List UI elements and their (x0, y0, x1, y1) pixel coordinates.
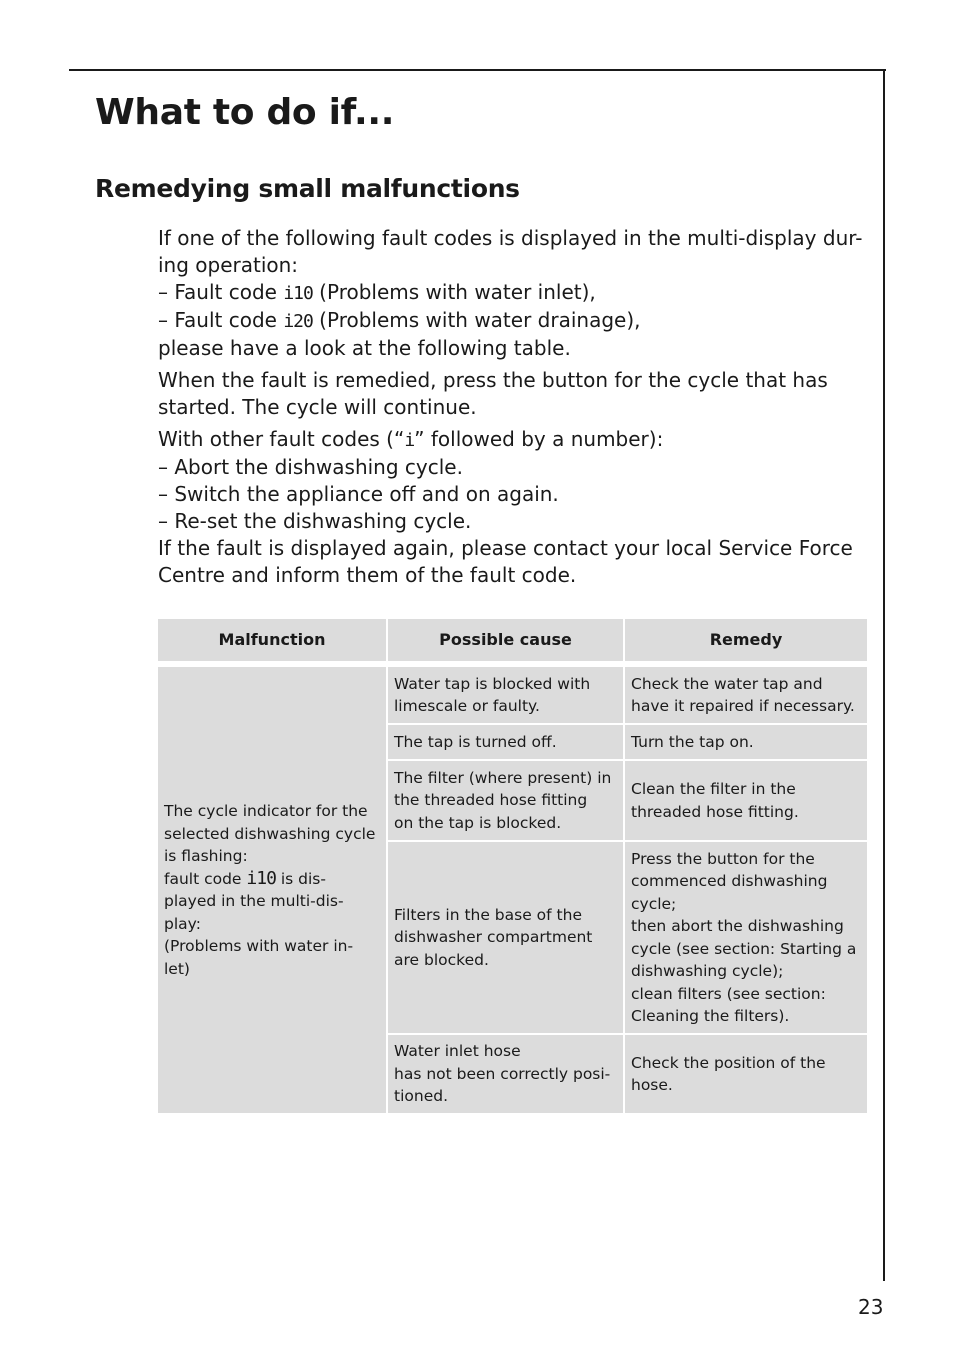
cause-cell (387, 724, 624, 760)
cell-line: (Problems with water in- (164, 937, 354, 955)
fault-code-display: i20 (283, 311, 313, 332)
cell-line: The cycle indicator for the (164, 802, 368, 820)
bullet-fault-code-i10 (158, 279, 866, 307)
text-line: started. The cycle will continue. (158, 395, 477, 419)
fault-code-display: i10 (246, 867, 276, 889)
cell-line: cycle; (631, 894, 677, 913)
column-header-possible-cause: Possible cause (387, 619, 624, 664)
cell-line: hose. (631, 1076, 673, 1094)
cause-cell (387, 664, 624, 724)
cell-line: limescale or faulty. (394, 697, 540, 715)
intro-paragraph-1 (158, 225, 866, 362)
text-line: please have a look at the following table. (158, 336, 571, 360)
cell-line (164, 868, 380, 891)
cell-line: on the tap is blocked. (394, 813, 562, 832)
remedy-cell (624, 724, 867, 760)
text-line: When the fault is remedied, press the button for the cycle that has (158, 368, 828, 392)
fault-code-display: i10 (283, 283, 313, 304)
text-fragment: With other fault codes (“ (158, 427, 405, 451)
bullet-reset: – Re-set the dishwashing cycle. (158, 509, 472, 533)
cell-line: tioned. (394, 1087, 448, 1106)
cell-line: Cleaning the filters). (631, 1007, 790, 1025)
cell-line: dishwasher compartment (394, 928, 593, 947)
cell-line: play: (164, 914, 201, 933)
cause-cell (387, 841, 624, 1034)
table-row (158, 664, 867, 724)
text-fragment: is dis- (275, 869, 326, 888)
cell-line: are blocked. (394, 950, 489, 969)
text-line (158, 426, 866, 454)
bullet-text: – Fault code (158, 280, 284, 304)
table-header-row (158, 619, 867, 664)
bullet-switch: – Switch the appliance off and on again. (158, 482, 559, 506)
cell-line: Press the button for the (631, 849, 815, 868)
bullet-text: (Problems with water drainage), (312, 308, 641, 332)
top-rule (69, 69, 886, 71)
malfunction-cell (158, 664, 387, 1114)
remedy-cell (624, 664, 867, 724)
cell-line: The tap is turned off. (394, 732, 557, 751)
cell-line: Filters in the base of the (394, 905, 582, 924)
bullet-text: (Problems with water inlet), (312, 280, 596, 304)
remedy-cell (624, 1034, 867, 1114)
section-title: Remedying small malfunctions (95, 174, 520, 203)
cell-line: have it repaired if necessary. (631, 697, 855, 715)
intro-text (158, 225, 866, 594)
cell-line: then abort the dishwashing (631, 917, 844, 935)
fault-table (158, 619, 867, 1115)
cell-line: played in the multi-dis- (164, 892, 344, 910)
text-line: Centre and inform them of the fault code. (158, 563, 577, 587)
side-rule (883, 69, 885, 1281)
cell-line: commenced dishwashing (631, 872, 828, 890)
cell-line: Water tap is blocked with (394, 674, 591, 693)
cause-cell (387, 760, 624, 841)
text-fragment: fault code (164, 869, 247, 888)
cell-line: Check the water tap and (631, 674, 823, 693)
bullet-fault-code-i20 (158, 307, 866, 335)
text-line: If the fault is displayed again, please contact your local Service Force (158, 536, 853, 560)
cell-line: dishwashing cycle); (631, 962, 784, 980)
cell-line: has not been correctly posi- (394, 1064, 611, 1083)
cell-line: Turn the tap on. (631, 732, 754, 751)
fault-code-display: i (404, 430, 415, 451)
text-fragment: ” followed by a number): (414, 427, 664, 451)
bullet-text: – Fault code (158, 308, 284, 332)
cell-line: is flashing: (164, 847, 248, 865)
cell-line: the threaded hose fitting (394, 791, 588, 810)
cause-cell (387, 1034, 624, 1114)
cell-line: threaded hose fitting. (631, 802, 799, 821)
intro-paragraph-3 (158, 426, 866, 589)
cell-line: cycle (see section: Starting a (631, 939, 857, 958)
cell-line: Clean the filter in the (631, 780, 796, 798)
cell-line: let) (164, 959, 190, 978)
cell-line: The filter (where present) in (394, 768, 612, 787)
text-line: ing operation: (158, 253, 299, 277)
bullet-abort: – Abort the dishwashing cycle. (158, 455, 463, 479)
page-title: What to do if... (95, 92, 395, 133)
column-header-malfunction: Malfunction (158, 619, 387, 664)
cell-line: clean filters (see section: (631, 984, 826, 1003)
column-header-remedy: Remedy (624, 619, 867, 664)
text-line: If one of the following fault codes is displayed in the multi-display dur- (158, 226, 863, 250)
remedy-cell (624, 841, 867, 1034)
cell-line: selected dishwashing cycle (164, 824, 376, 843)
remedy-cell (624, 760, 867, 841)
page-number: 23 (858, 1295, 884, 1319)
cell-line: Water inlet hose (394, 1042, 521, 1061)
intro-paragraph-2 (158, 367, 866, 421)
cell-line: Check the position of the (631, 1053, 826, 1072)
